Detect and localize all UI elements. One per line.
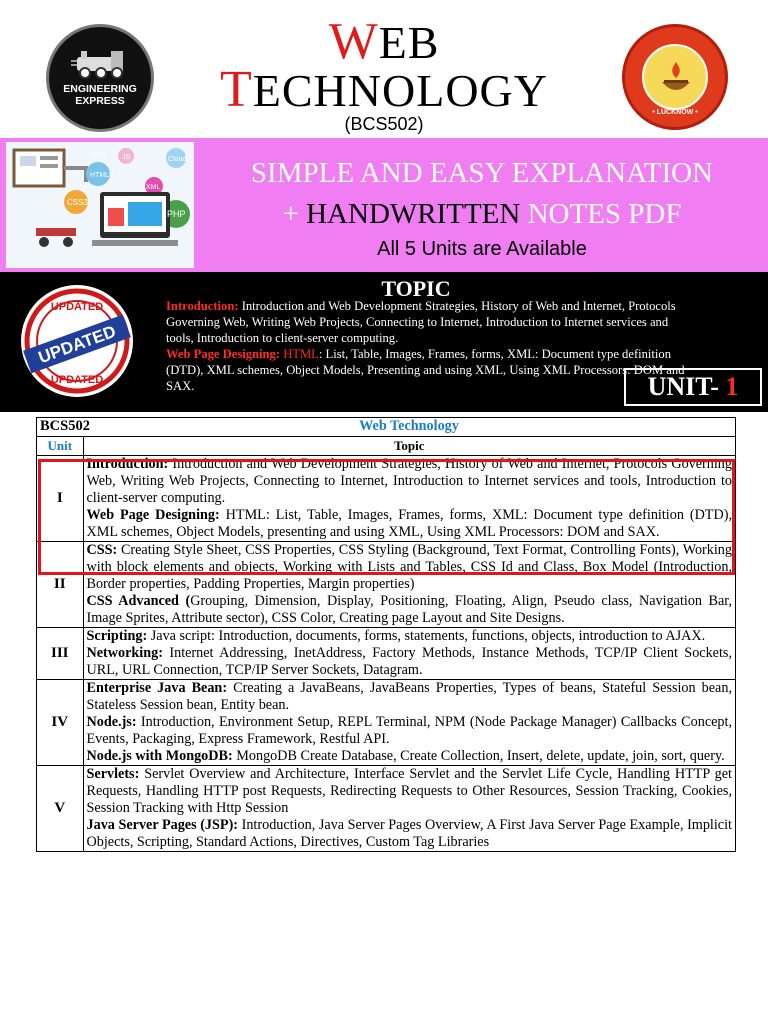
logo-text-express: EXPRESS (75, 95, 125, 107)
banner-units-available: All 5 Units are Available (377, 238, 587, 260)
icon-label-www: www (92, 151, 108, 158)
updated-stamp (18, 282, 136, 400)
topic-text: Internet Addressing, InetAddress, Factory Methods, Instance Methods, TCP/IP Client Sockets, URL, URL Connection, TCP/IP Server Sockets, Datagram. (86, 645, 732, 678)
topic-wpd-label: Web Page Designing: (166, 347, 281, 361)
unit-number-cell: IV (37, 680, 84, 766)
col-header-unit: Unit (37, 437, 84, 456)
unit-topic-cell (83, 680, 736, 766)
subject-code-cell: BCS502 (37, 418, 84, 437)
icon-label-xml: XML (146, 184, 161, 191)
course-code: (BCS502) (344, 114, 424, 134)
stamp-text-center: UPDATED (35, 321, 119, 368)
seal-inner (642, 44, 708, 110)
banner-handwritten: HANDWRITTEN (306, 198, 521, 230)
topic-text: MongoDB Create Database, Create Collection, Insert, delete, update, join, sort, query. (232, 748, 725, 764)
topic-label: CSS Advanced ( (86, 593, 191, 609)
topic-paragraph (87, 645, 733, 679)
topic-paragraph (87, 766, 733, 817)
logo-text-engineering: ENGINEERING (63, 83, 137, 95)
topic-paragraph (87, 680, 733, 714)
topic-label: Servlets: (86, 766, 140, 782)
topic-text: Grouping, Dimension, Display, Positioning, Floating, Align, Pseudo class, Navigation Bar, Image Sprites, Attribute sector), CSS Color, Creating page Layout and Site Designs. (86, 593, 732, 626)
title-rest-web: EB (378, 17, 440, 68)
icon-label-cloud: Cloud (168, 156, 187, 163)
topic-wpd-text: : List, Table, Images, Frames, forms, XML: Document type definition (DTD), XML schemes, Object Models, Presenting and using XML, Using XML Processors: DOM and SAX. (166, 347, 685, 393)
topic-label: Java Server Pages (JSP): (86, 817, 239, 833)
table-row (37, 456, 736, 542)
topic-paragraph (87, 628, 733, 645)
topic-label: Node.js with MongoDB: (86, 748, 233, 764)
unit-topic-cell (83, 456, 736, 542)
unit-topic-cell (83, 542, 736, 628)
unit-number-cell: I (37, 456, 84, 542)
stamp-text-bottom: UPDATED (50, 374, 104, 386)
topic-paragraph (87, 542, 733, 593)
icon-label-css3: CSS3 (67, 198, 88, 207)
table-row (37, 766, 736, 852)
topic-text: Creating Style Sheet, CSS Properties, CSS Styling (Background, Text Format, Controlling Fonts), Working with block elements and objects, Working with Lists and Tables, CSS Id and Class, Box Model (Introduction, Border properties, Padding Properties, Margin properties) (86, 542, 732, 592)
banner-headline: SIMPLE AND EASY EXPLANATION (250, 157, 714, 189)
icon-label-html5: HTML5 (90, 172, 113, 179)
unit-badge-number: 1 (725, 372, 739, 401)
unit-number-cell: III (37, 628, 84, 680)
topic-label: CSS: (86, 542, 118, 558)
table-title-row (37, 418, 736, 437)
topic-intro-label: Introduction: (166, 299, 239, 313)
unit-badge (624, 368, 762, 406)
topic-summary (166, 298, 696, 394)
web-tech-icons-graphic (6, 142, 194, 268)
lamp-icon (658, 58, 694, 98)
topic-paragraph (87, 714, 733, 748)
unit-number-cell: II (37, 542, 84, 628)
topic-text: Introduction, Environment Setup, REPL Terminal, NPM (Node Package Manager) Callbacks Concept, Events, Packaging, Express Framework, Restful API. (86, 714, 732, 747)
topic-text: Introduction, Java Server Pages Overview, A First Java Server Page Example, Implicit Objects, Scripting, Standard Actions, Directives, Custom Tag Libraries (86, 817, 732, 850)
title-initial-t: T (220, 61, 253, 118)
col-header-topic: Topic (83, 437, 736, 456)
topic-label: Networking: (86, 645, 163, 661)
topic-label: Enterprise Java Bean: (86, 680, 228, 696)
stamp-text-top: UPDATED (50, 301, 104, 313)
topic-intro-text: Introduction and Web Development Strategies, History of Web and Internet, Protocols Governing Web, Writing Web Projects, Connecting to Internet, Introduction to Internet services and tools, Introduction to client-server computing. (166, 299, 676, 345)
unit-badge-label: UNIT- (647, 372, 726, 401)
icon-label-js: JS (122, 154, 131, 161)
topic-text: HTML: List, Table, Images, Frames, forms, XML: Document type definition (DTD), XML schemes, Object Models, presenting and using XML, Using XML Processors: DOM and SAX. (86, 507, 732, 540)
seal-city-text: • LUCKNOW • (652, 109, 698, 116)
title-rest-technology: ECHNOLOGY (252, 65, 548, 116)
unit-topic-cell (83, 766, 736, 852)
topic-label: Web Page Designing: (86, 507, 220, 523)
unit-number-cell: V (37, 766, 84, 852)
web-dev-illustration (6, 142, 194, 268)
topic-heading: TOPIC (381, 276, 451, 301)
title-initial-w: W (328, 13, 379, 70)
topic-text: Servlet Overview and Architecture, Interface Servlet and the Servlet Life Cycle, Handling HTTP get Requests, Handling HTTP post Requests, Redirecting Requests to Other Resources, Session Tracking, Cookies, Session Tracking with Http Session (86, 766, 732, 816)
syllabus-table (36, 417, 736, 852)
banner-notes-pdf: NOTES PDF (520, 198, 682, 230)
university-seal-logo (622, 24, 728, 130)
banner-subheadline (196, 197, 768, 231)
topic-label: Node.js: (86, 714, 137, 730)
subject-title-cell: Web Technology (83, 418, 736, 437)
table-row (37, 628, 736, 680)
topic-paragraph (87, 507, 733, 541)
table-header-row (37, 437, 736, 456)
topic-paragraph (87, 748, 733, 765)
topic-label: Scripting: (86, 628, 148, 644)
topic-paragraph (87, 456, 733, 507)
topic-text: Introduction and Web Development Strategies, History of Web and Internet, Protocols Governing Web, Writing Web Projects, Connecting to Internet, Introduction to Internet services and tools, Introduction to client-server computing. (86, 456, 732, 506)
topic-paragraph (87, 817, 733, 851)
topic-paragraph (87, 593, 733, 627)
topic-label: Introduction: (86, 456, 169, 472)
topic-text: Java script: Introduction, documents, forms, statements, functions, objects, introduction to AJAX. (147, 628, 706, 644)
unit-topic-cell (83, 628, 736, 680)
table-row (37, 680, 736, 766)
icon-label-php: PHP (167, 209, 186, 219)
table-row (37, 542, 736, 628)
banner-plus: + (282, 198, 307, 230)
topic-wpd-html: HTML (280, 347, 319, 361)
page-header (0, 0, 768, 138)
topic-text: Creating a JavaBeans, JavaBeans Properties, Types of beans, Stateful Session bean, Stateless Session bean, Entity bean. (86, 680, 732, 713)
